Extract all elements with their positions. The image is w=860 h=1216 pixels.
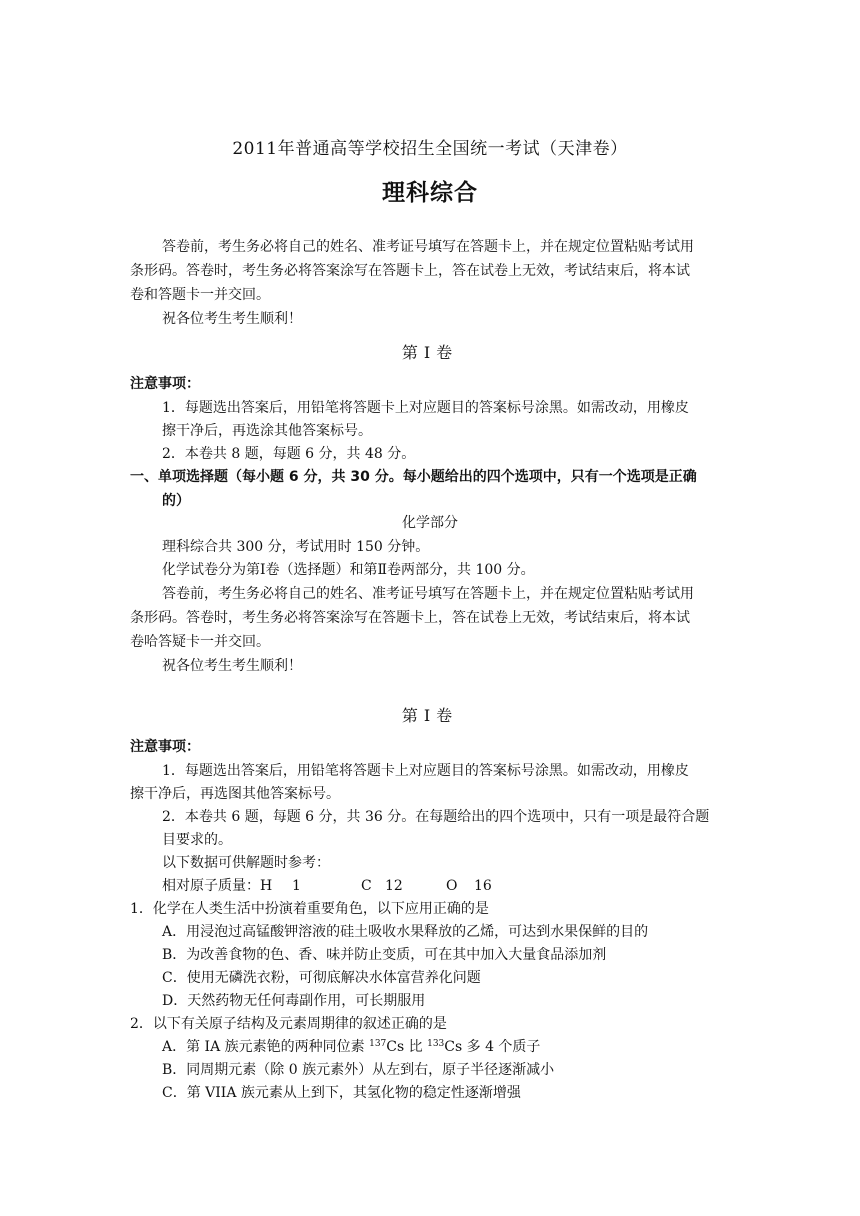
option-a-text-1: A．第 IA 族元素铯的两种同位素 bbox=[162, 1039, 370, 1055]
atomic-mass-c: 12 bbox=[385, 878, 403, 894]
subject-title: 理科综合 bbox=[382, 180, 478, 206]
notice-item-2: 2．本卷共 8 题，每题 6 分，共 48 分。 bbox=[162, 446, 416, 462]
atomic-mass-o: 16 bbox=[474, 878, 492, 894]
intro-paragraph-line-3: 卷和答题卡一并交回。 bbox=[130, 287, 270, 303]
chem-notice-item-1-line-2: 擦干净后，再选图其他答案标号。 bbox=[130, 786, 340, 802]
mass-number-137: 137 bbox=[369, 1039, 387, 1049]
question-2-option-c: C．第 VIIA 族元素从上到下，其氢化物的稳定性逐渐增强 bbox=[162, 1085, 521, 1101]
chem-paragraph-line-3: 卷哈答疑卡一并交回。 bbox=[130, 634, 270, 650]
atomic-mass-h: 1 bbox=[292, 878, 301, 894]
chem-info-line-2: 化学试卷分为第Ⅰ卷（选择题）和第Ⅱ卷两部分，共 100 分。 bbox=[162, 562, 535, 578]
notice-item-1-line-2: 擦干净后，再选涂其他答案标号。 bbox=[162, 423, 372, 439]
chem-notice-item-2-line-1: 2．本卷共 6 题，每题 6 分，共 36 分。在每题给出的四个选项中，只有一项是最符合题 bbox=[162, 809, 710, 825]
intro-paragraph-line-2: 条形码。答卷时，考生务必将答案涂写在答题卡上，答在试卷上无效，考试结束后，将本试 bbox=[130, 263, 690, 279]
section-heading-line-1: 一、单项选择题（每小题 6 分，共 30 分。每小题给出的四个选项中，只有一个选项是正确 bbox=[130, 469, 697, 485]
section-heading-line-2: 的） bbox=[162, 493, 190, 509]
intro-wish: 祝各位考生考生顺利！ bbox=[162, 311, 302, 327]
atomic-mass-label: 相对原子质量：H bbox=[162, 878, 273, 894]
notice-item-1-line-1: 1．每题选出答案后，用铅笔将答题卡上对应题目的答案标号涂黑。如需改动，用橡皮 bbox=[162, 400, 689, 416]
exam-title: 2011年普通高等学校招生全国统一考试（天津卷） bbox=[232, 139, 628, 159]
question-1-option-a: A．用浸泡过高锰酸钾溶液的硅土吸收水果释放的乙烯，可达到水果保鲜的目的 bbox=[162, 924, 649, 940]
chem-paragraph-line-1: 答卷前，考生务必将自己的姓名、准考证号填写在答题卡上，并在规定位置粘贴考试用 bbox=[162, 586, 694, 602]
atomic-mass-o-symbol: O bbox=[446, 878, 458, 894]
atomic-mass-c-symbol: C bbox=[361, 878, 372, 894]
chem-notice-item-1-line-1: 1．每题选出答案后，用铅笔将答题卡上对应题目的答案标号涂黑。如需改动，用橡皮 bbox=[162, 763, 689, 779]
chem-wish: 祝各位考生考生顺利！ bbox=[162, 658, 302, 674]
notice-title: 注意事项： bbox=[130, 376, 200, 392]
question-2-option-a bbox=[162, 1036, 540, 1059]
question-1-stem: 1．化学在人类生活中扮演着重要角色，以下应用正确的是 bbox=[130, 901, 489, 917]
mass-number-133: 133 bbox=[427, 1039, 445, 1049]
question-1-option-c: C．使用无磷洗衣粉，可彻底解决水体富营养化问题 bbox=[162, 970, 481, 986]
option-a-text-3: Cs 多 4 个质子 bbox=[444, 1039, 541, 1055]
volume-heading: 第Ⅰ卷 bbox=[401, 343, 459, 362]
reference-data-note: 以下数据可供解题时参考： bbox=[162, 855, 330, 871]
volume-heading-chem: 第Ⅰ卷 bbox=[401, 706, 459, 725]
chem-part-title: 化学部分 bbox=[402, 515, 458, 531]
question-1-option-b: B．为改善食物的色、香、味并防止变质，可在其中加入大量食品添加剂 bbox=[162, 947, 607, 963]
chem-info-line-1: 理科综合共 300 分，考试用时 150 分钟。 bbox=[162, 539, 430, 555]
question-2-option-b: B．同周期元素（除 0 族元素外）从左到右，原子半径逐渐减小 bbox=[162, 1062, 555, 1078]
option-a-text-2: Cs 比 bbox=[386, 1039, 428, 1055]
question-1-option-d: D．天然药物无任何毒副作用，可长期服用 bbox=[162, 993, 426, 1009]
chem-paragraph-line-2: 条形码。答卷时，考生务必将答案涂写在答题卡上，答在试卷上无效，考试结束后，将本试 bbox=[130, 610, 690, 626]
question-2-stem: 2．以下有关原子结构及元素周期律的叙述正确的是 bbox=[130, 1016, 447, 1032]
chem-notice-item-2-line-2: 目要求的。 bbox=[162, 832, 232, 848]
intro-paragraph-line-1: 答卷前，考生务必将自己的姓名、准考证号填写在答题卡上，并在规定位置粘贴考试用 bbox=[162, 239, 694, 255]
notice-title-chem: 注意事项： bbox=[130, 739, 200, 755]
